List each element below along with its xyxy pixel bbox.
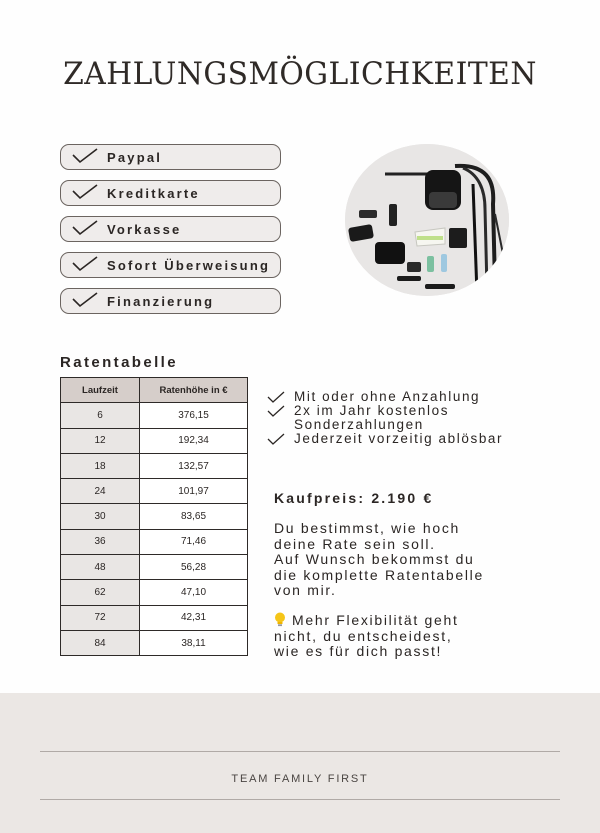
payment-method-label: Paypal: [107, 150, 163, 165]
table-row: [61, 453, 248, 478]
lightbulb-icon: [274, 612, 286, 627]
payment-method-label: Kreditkarte: [107, 186, 200, 201]
check-icon: [71, 219, 99, 237]
rate-table: [60, 377, 248, 656]
column-header-ratenhoehe: Ratenhöhe in €: [140, 378, 248, 403]
info-line: von mir.: [274, 582, 337, 598]
rate-cell: 47,10: [140, 580, 248, 605]
info-line: Du bestimmst, wie hoch: [274, 520, 461, 536]
footer-team-name: TEAM FAMILY FIRST: [231, 773, 369, 785]
table-row: [61, 479, 248, 504]
payment-method-paypal: [60, 144, 281, 170]
table-row: [61, 403, 248, 428]
rate-cell: 192,34: [140, 428, 248, 453]
rate-cell: 38,11: [140, 630, 248, 655]
laufzeit-cell: 6: [61, 403, 140, 428]
check-icon: [71, 183, 99, 201]
flexibility-paragraph: [274, 612, 574, 660]
benefit-text: Mit oder ohne Anzahlung: [294, 389, 481, 404]
info-line: die komplette Ratentabelle: [274, 566, 484, 583]
table-row: [61, 428, 248, 453]
rate-cell: 101,97: [140, 479, 248, 504]
benefits-list: [266, 390, 566, 446]
laufzeit-cell: 12: [61, 428, 140, 453]
rate-table-header-row: [61, 378, 248, 403]
rate-cell: 83,65: [140, 504, 248, 529]
payment-method-finanzierung: [60, 288, 281, 314]
vacuum-accessories-image: [345, 144, 509, 296]
page-title: ZAHLUNGSMÖGLICHKEITEN: [63, 56, 537, 92]
payment-method-label: Sofort Überweisung: [107, 258, 271, 273]
benefit-item: [266, 390, 566, 404]
rate-cell: 42,31: [140, 605, 248, 630]
column-header-laufzeit: Laufzeit: [61, 378, 140, 403]
benefit-text: Jederzeit vorzeitig ablösbar: [294, 431, 504, 446]
table-row: [61, 630, 248, 655]
rate-cell: 71,46: [140, 529, 248, 554]
info-line: nicht, du entscheidest,: [274, 627, 453, 644]
info-line: Mehr Flexibilität geht: [292, 612, 459, 628]
payment-method-vorkasse: [60, 216, 281, 242]
info-line: Auf Wunsch bekommst du: [274, 551, 475, 567]
payment-method-kreditkarte: [60, 180, 281, 206]
flexibility-line-1: [274, 612, 574, 629]
payment-method-sofort: [60, 252, 281, 278]
rate-cell: 376,15: [140, 403, 248, 428]
rate-table-title: Ratentabelle: [60, 354, 178, 371]
laufzeit-cell: 62: [61, 580, 140, 605]
payment-methods-list: [60, 144, 281, 324]
rate-cell: 132,57: [140, 453, 248, 478]
benefit-item: [266, 432, 566, 446]
table-row: [61, 504, 248, 529]
table-row: [61, 580, 248, 605]
check-icon: [71, 291, 99, 309]
check-icon: [267, 433, 285, 446]
check-icon: [71, 255, 99, 273]
benefit-text: 2x im Jahr kostenlos: [294, 403, 450, 418]
laufzeit-cell: 24: [61, 479, 140, 504]
check-icon: [267, 391, 285, 404]
laufzeit-cell: 48: [61, 555, 140, 580]
product-photo: [345, 144, 509, 296]
benefit-item: [266, 404, 566, 432]
table-row: [61, 605, 248, 630]
info-paragraph: [274, 521, 574, 599]
table-row: [61, 529, 248, 554]
footer: [0, 693, 600, 833]
payment-method-label: Vorkasse: [107, 222, 182, 237]
laufzeit-cell: 84: [61, 630, 140, 655]
info-line: wie es für dich passt!: [274, 643, 443, 659]
laufzeit-cell: 36: [61, 529, 140, 554]
rate-cell: 56,28: [140, 555, 248, 580]
payment-method-label: Finanzierung: [107, 294, 215, 309]
laufzeit-cell: 72: [61, 605, 140, 630]
footer-divider: [40, 751, 560, 752]
check-icon: [71, 147, 99, 165]
info-line: deine Rate sein soll.: [274, 535, 436, 552]
purchase-price: Kaufpreis: 2.190 €: [274, 490, 434, 506]
laufzeit-cell: 30: [61, 504, 140, 529]
benefit-text: Sonderzahlungen: [294, 417, 424, 432]
footer-divider: [40, 799, 560, 800]
check-icon: [267, 405, 285, 418]
laufzeit-cell: 18: [61, 453, 140, 478]
table-row: [61, 555, 248, 580]
